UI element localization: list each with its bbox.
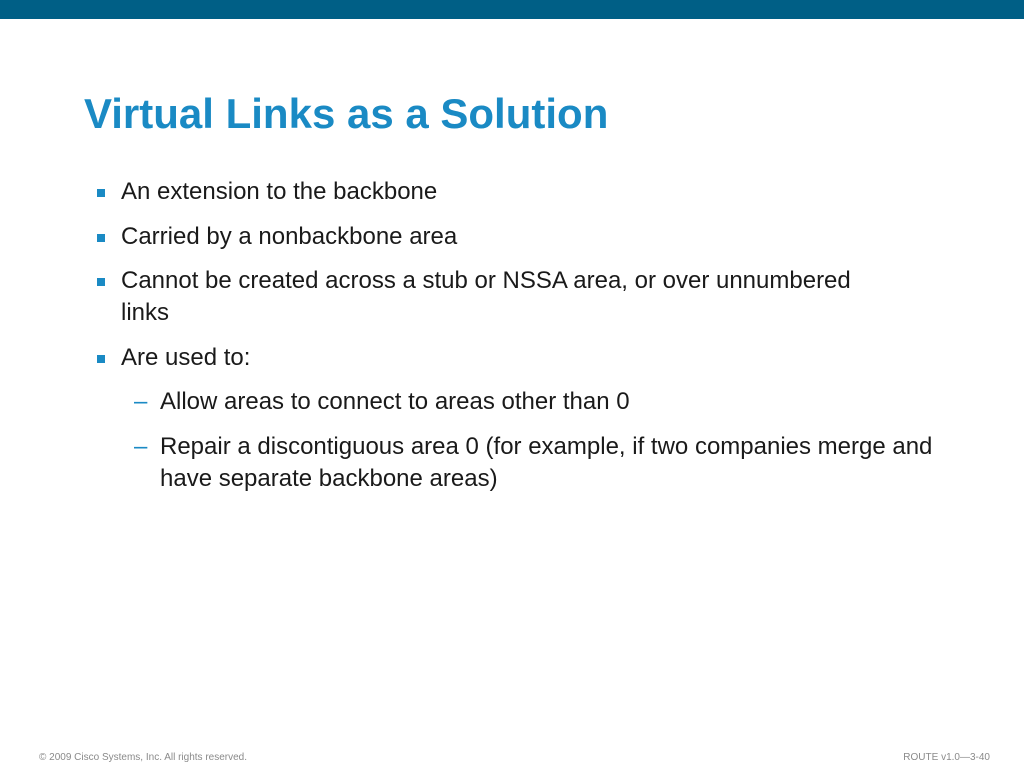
sub-bullet-item xyxy=(134,431,960,495)
bullet-item xyxy=(121,265,861,329)
bullet-text: Cannot be created across a stub or NSSA area, or over unnumbered links xyxy=(121,267,851,326)
bullet-text: Carried by a nonbackbone area xyxy=(121,223,458,250)
square-bullet-icon xyxy=(97,189,105,197)
bullet-item xyxy=(121,176,861,208)
sub-bullet-item xyxy=(134,386,960,418)
slide-reference: ROUTE v1.0—3-40 xyxy=(903,752,990,763)
square-bullet-icon xyxy=(97,234,105,242)
bullet-item xyxy=(121,342,861,374)
copyright-notice: © 2009 Cisco Systems, Inc. All rights reserved. xyxy=(39,752,248,763)
dash-bullet-icon: – xyxy=(134,388,148,415)
header-bar xyxy=(0,0,1024,19)
bullet-text: An extension to the backbone xyxy=(121,178,438,205)
square-bullet-icon xyxy=(97,278,105,286)
slide-title: Virtual Links as a Solution xyxy=(84,90,609,137)
dash-bullet-icon: – xyxy=(134,433,148,460)
sub-bullet-text: Allow areas to connect to areas other than 0 xyxy=(160,388,630,415)
bullet-text: Are used to: xyxy=(121,344,251,371)
sub-bullet-text: Repair a discontiguous area 0 (for example, if two companies merge and have separate backbone areas) xyxy=(160,433,933,492)
square-bullet-icon xyxy=(97,355,105,363)
bullet-item xyxy=(121,221,861,253)
